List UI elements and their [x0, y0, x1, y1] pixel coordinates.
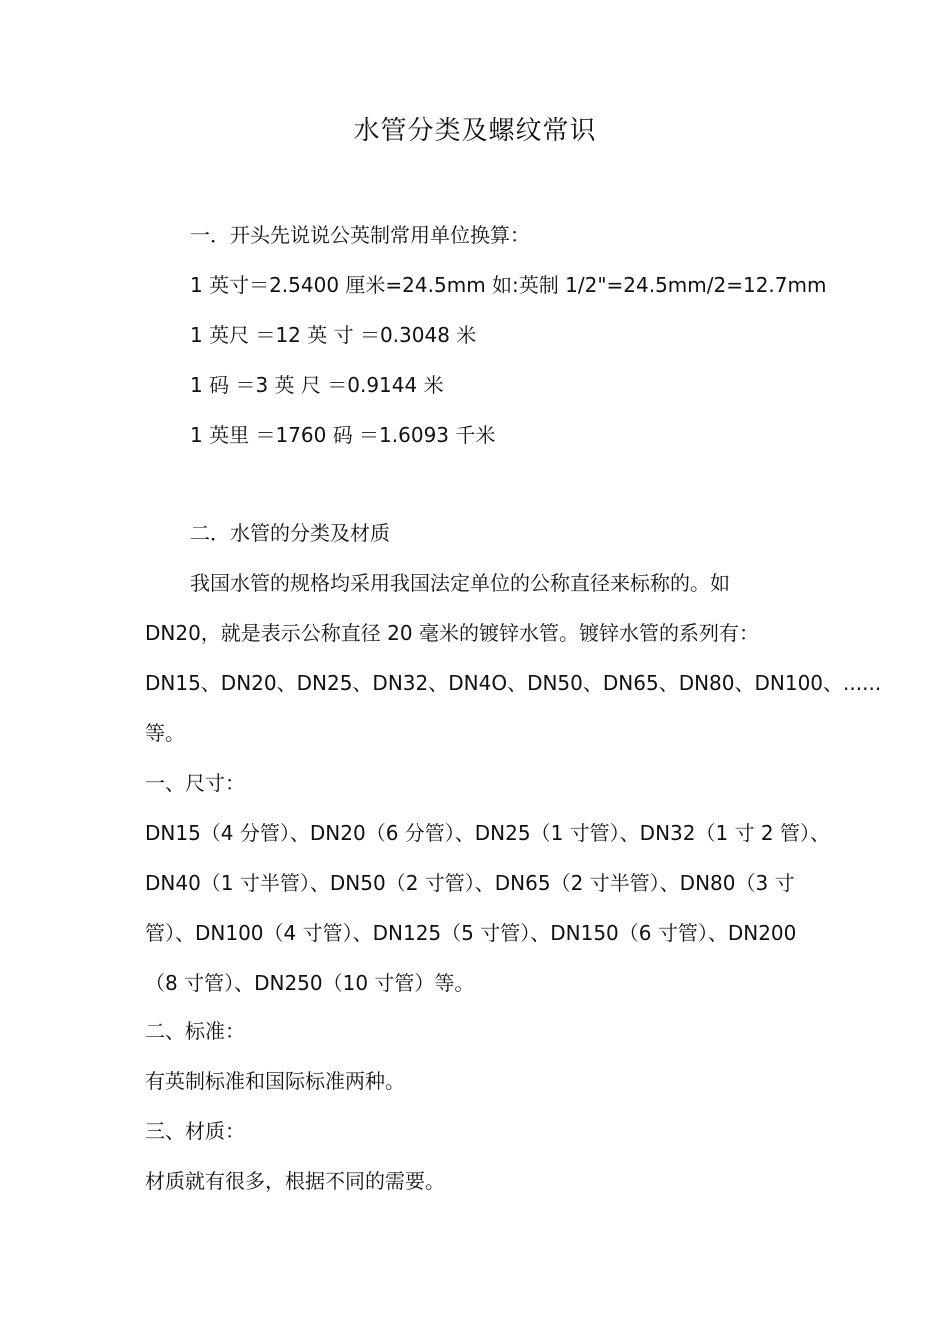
conversion-line-yard: 1 码 ＝3 英 尺 ＝0.9144 米	[190, 373, 444, 397]
size-line: （8 寸管）、DN250（10 寸管）等。	[145, 971, 475, 995]
conversion-line-mile: 1 英里 ＝1760 码 ＝1.6093 千米	[190, 423, 496, 447]
size-line: DN40（1 寸半管）、DN50（2 寸管）、DN65（2 寸半管）、DN80（3 寸	[145, 871, 795, 895]
document-title: 水管分类及螺纹常识	[353, 116, 597, 146]
paragraph-line: 等。	[145, 721, 185, 745]
size-line: DN15（4 分管）、DN20（6 分管）、DN25（1 寸管）、DN32（1 寸 2 管）、	[145, 821, 831, 845]
section-heading-unit-conversion: 一．开头先说说公英制常用单位换算：	[190, 223, 530, 247]
paragraph-line: DN15、DN20、DN25、DN32、DN4O、DN50、DN65、DN80、DN100、......	[145, 671, 882, 695]
subheading-size: 一、尺寸：	[145, 771, 245, 795]
conversion-line-foot: 1 英尺 ＝12 英 寸 ＝0.3048 米	[190, 323, 477, 347]
subheading-material: 三、材质：	[145, 1119, 245, 1143]
material-text: 材质就有很多，根据不同的需要。	[145, 1169, 445, 1193]
conversion-line-inch: 1 英寸＝2.5400 厘米=24.5mm 如:英制 1/2"=24.5mm/2=12.7mm	[190, 273, 827, 297]
paragraph-line: 我国水管的规格均采用我国法定单位的公称直径来标称的。如	[190, 571, 730, 595]
paragraph-line: DN20，就是表示公称直径 20 毫米的镀锌水管。镀锌水管的系列有：	[145, 621, 759, 645]
subheading-standard: 二、标准：	[145, 1019, 245, 1043]
standard-text: 有英制标准和国际标准两种。	[145, 1069, 405, 1093]
size-line: 管）、DN100（4 寸管）、DN125（5 寸管）、DN150（6 寸管）、DN200	[145, 921, 797, 945]
section-heading-pipe-classification: 二．水管的分类及材质	[190, 521, 390, 545]
